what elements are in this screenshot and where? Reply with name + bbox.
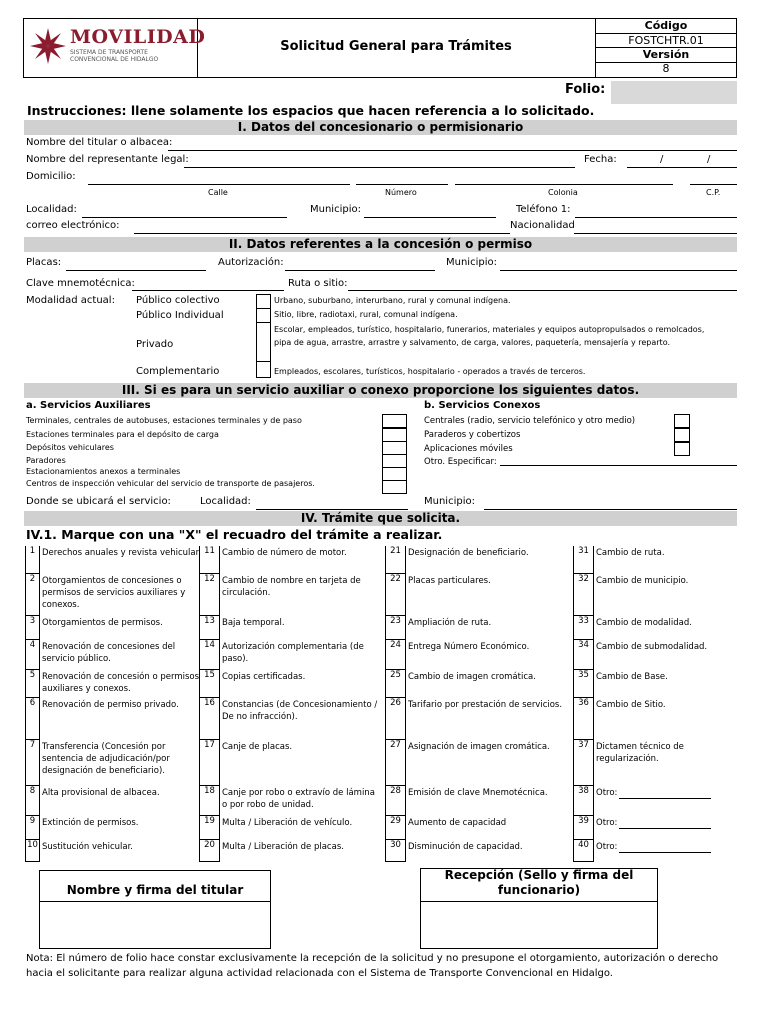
aux-checkbox[interactable] [382, 480, 407, 494]
localidad-field[interactable] [82, 217, 287, 218]
movilidad-star-icon [30, 28, 66, 64]
conexo-item: Aplicaciones móviles [424, 444, 513, 454]
codigo-label: Código [644, 19, 688, 32]
conexos-title: b. Servicios Conexos [424, 400, 541, 411]
modalidad-complementario-label: Complementario [136, 366, 220, 377]
tramite-label: Cambio de ruta. [596, 548, 665, 558]
tramite-label: Otro: [596, 788, 618, 798]
placas-label: Placas: [26, 257, 62, 268]
tramite-label: Otro: [596, 818, 618, 828]
tramite-number: 33 [578, 616, 589, 626]
telefono-label: Teléfono 1: [516, 204, 571, 215]
titular-signature-label: Nombre y firma del titular [66, 883, 244, 897]
calle-field[interactable] [88, 184, 350, 185]
conexo-checkbox[interactable] [674, 442, 690, 456]
tramite-number: 23 [390, 616, 401, 626]
conexo-item: Otro. Especificar: [424, 457, 497, 467]
tramite-label: Cambio de municipio. [596, 576, 689, 586]
tramite-checkbox[interactable] [199, 670, 220, 698]
tramite-otro-field[interactable] [619, 828, 711, 829]
tramite-number: 30 [390, 840, 401, 850]
correo-field[interactable] [134, 233, 510, 234]
fecha-label: Fecha: [584, 154, 617, 165]
tramite-label: Aumento de capacidad [408, 818, 507, 828]
aux-checkbox[interactable] [382, 467, 407, 481]
modalidad-individual-desc: Sitio, libre, radiotaxi, rural, comunal indígena. [274, 310, 458, 319]
clave-field[interactable] [132, 290, 284, 291]
tramite-checkbox[interactable] [199, 616, 220, 640]
fecha-field[interactable] [627, 167, 737, 168]
titular-signature-box[interactable] [39, 870, 271, 949]
tramite-number: 13 [204, 616, 215, 626]
donde-label: Donde se ubicará el servicio: [26, 496, 171, 507]
aux-checkbox[interactable] [382, 414, 407, 428]
tramite-checkbox[interactable] [199, 574, 220, 616]
tramite-checkbox[interactable] [573, 740, 594, 786]
tramite-number: 6 [29, 698, 36, 708]
section2-title: II. Datos referentes a la concesión o permiso [24, 237, 737, 252]
tramite-label: Ampliación de ruta. [408, 618, 492, 628]
conexo-item: Centrales (radio, servicio telefónico y otro medio) [424, 416, 636, 426]
tramite-number: 4 [29, 640, 36, 650]
tramite-checkbox[interactable] [385, 740, 406, 786]
tramite-checkbox[interactable] [385, 816, 406, 840]
modalidad-label: Modalidad actual: [26, 295, 115, 306]
tramite-label: Placas particulares. [408, 576, 491, 586]
colonia-caption: Colonia [548, 188, 578, 197]
tramite-checkbox[interactable] [573, 816, 594, 840]
version-value: 8 [662, 62, 670, 75]
ruta-label: Ruta o sitio: [288, 278, 348, 289]
tramite-label: Tarifario por prestación de servicios. [408, 700, 563, 710]
folio-field[interactable] [611, 81, 737, 104]
tramite-number: 36 [578, 698, 589, 708]
tramite-label: Renovación de concesión o permisos auxiliares y conexos. [42, 672, 200, 694]
tramite-checkbox[interactable] [573, 640, 594, 670]
document-title: Solicitud General para Trámites [280, 39, 512, 54]
tramite-number: 18 [204, 786, 215, 796]
tramite-label: Canje por robo o extravío de lámina o por robo de unidad. [222, 788, 375, 810]
modalidad-privado-desc-1: Escolar, empleados, turístico, hospitalario, funerarios, materiales y equipos autopropulsados o remolcados, [274, 325, 705, 334]
tramite-label: Designación de beneficiario. [408, 548, 529, 558]
fecha-slash-2: / [707, 154, 711, 165]
tramite-checkbox[interactable] [573, 786, 594, 816]
tramite-checkbox[interactable] [25, 740, 40, 786]
section3-title: III. Si es para un servicio auxiliar o conexo proporcione los siguientes datos. [24, 383, 737, 398]
placas-field[interactable] [66, 270, 206, 271]
tramite-label: Renovación de permiso privado. [42, 700, 179, 710]
tramite-number: 34 [578, 640, 589, 650]
tramite-label: Alta provisional de albacea. [42, 788, 160, 798]
tramite-number: 11 [204, 546, 215, 556]
tramite-label: Multa / Liberación de placas. [222, 842, 344, 852]
tramite-label: Autorización complementaria (de paso). [222, 642, 364, 664]
tramite-label: Disminución de capacidad. [408, 842, 523, 852]
concesion-municipio-field[interactable] [500, 270, 737, 271]
tramite-number: 28 [390, 786, 401, 796]
tramite-number: 25 [390, 670, 401, 680]
tramite-label: Cambio de modalidad. [596, 618, 692, 628]
section4-title: IV. Trámite que solicita. [24, 511, 737, 526]
tramite-number: 32 [578, 574, 589, 584]
tramite-label: Cambio de imagen cromática. [408, 672, 536, 682]
aux-checkbox[interactable] [382, 428, 407, 442]
titular-field[interactable] [168, 150, 737, 151]
tramite-number: 20 [204, 840, 215, 850]
tramite-checkbox[interactable] [385, 840, 406, 862]
colonia-field[interactable] [455, 184, 673, 185]
tramite-checkbox[interactable] [25, 840, 40, 862]
tramite-label: Cambio de Sitio. [596, 700, 666, 710]
tramite-number: 40 [578, 840, 589, 850]
tramite-number: 15 [204, 670, 215, 680]
tramite-number: 16 [204, 698, 215, 708]
tramite-label: Cambio de submodalidad. [596, 642, 708, 652]
tramite-label: Otro: [596, 842, 618, 852]
recepcion-divider [420, 901, 658, 902]
tramite-checkbox[interactable] [385, 616, 406, 640]
tramite-label: Cambio de Base. [596, 672, 668, 682]
tramite-number: 21 [390, 546, 401, 556]
tramite-number: 3 [29, 616, 36, 626]
version-label: Versión [642, 48, 690, 61]
tramite-number: 27 [390, 740, 401, 750]
tramite-label: Emisión de clave Mnemotécnica. [408, 788, 548, 798]
tramite-checkbox[interactable] [25, 574, 40, 616]
aux-title: a. Servicios Auxiliares [26, 400, 151, 411]
tramite-checkbox[interactable] [385, 786, 406, 816]
tramite-checkbox[interactable] [573, 840, 594, 862]
modalidad-privado-desc-2: pipa de agua, arrastre, arrastre y salvamento, de carga, valores, paquetería, mensajería y reparto. [274, 338, 670, 347]
logo-subtitle-1: SISTEMA DE TRANSPORTE [70, 49, 148, 56]
tramite-checkbox[interactable] [199, 816, 220, 840]
tramite-checkbox[interactable] [573, 546, 594, 574]
section1-title: I. Datos del concesionario o permisionario [24, 120, 737, 135]
tramite-checkbox[interactable] [25, 640, 40, 670]
tramite-checkbox[interactable] [573, 616, 594, 640]
tramite-number: 12 [204, 574, 215, 584]
tramite-number: 10 [27, 840, 38, 850]
tramite-label: Sustitución vehicular. [42, 842, 134, 852]
autorizacion-label: Autorización: [218, 257, 284, 268]
servicio-municipio-field[interactable] [484, 509, 737, 510]
tramite-checkbox[interactable] [199, 640, 220, 670]
aux-item: Estaciones terminales para el depósito de carga [26, 430, 219, 439]
titular-signature-divider [39, 901, 271, 902]
localidad-label: Localidad: [26, 204, 77, 215]
cp-caption: C.P. [706, 188, 721, 197]
fecha-slash-1: / [660, 154, 664, 165]
tramite-number: 35 [578, 670, 589, 680]
tramite-label: Constancias (de Concesionamiento / De no infracción). [222, 700, 378, 722]
tramite-checkbox[interactable] [573, 574, 594, 616]
municipio-label: Municipio: [310, 204, 361, 215]
modalidad-individual-checkbox[interactable] [256, 308, 271, 323]
numero-field[interactable] [356, 184, 448, 185]
tramite-checkbox[interactable] [573, 698, 594, 740]
tramite-number: 37 [578, 740, 589, 750]
representante-label: Nombre del representante legal: [26, 154, 189, 165]
tramite-label: Entrega Número Económico. [408, 642, 530, 652]
tramite-number: 22 [390, 574, 401, 584]
folio-label: Folio: [565, 82, 606, 97]
modalidad-colectivo-desc: Urbano, suburbano, interurbano, rural y comunal indígena. [274, 296, 511, 305]
conexo-item: Paraderos y cobertizos [424, 430, 521, 440]
logo-subtitle-2: CONVENCIONAL DE HIDALGO [70, 56, 159, 63]
footer-note: Nota: El número de folio hace constar exclusivamente la recepción de la solicitud y no presupone el otorgamiento, autorización o derecho hacia el solicitante para realizar alguna actividad relacionada con el Sistema de Transporte Convencional en Hidalgo. [26, 953, 719, 979]
tramite-checkbox[interactable] [385, 698, 406, 740]
tramite-number: 38 [578, 786, 589, 796]
numero-caption: Número [385, 188, 417, 197]
tramite-label: Otorgamientos de concesiones o permisos de servicios auxiliares y conexos. [42, 576, 186, 610]
tramite-checkbox[interactable] [25, 816, 40, 840]
recepcion-label: Recepción (Sello y firma del funcionario) [444, 868, 634, 897]
tramite-label: Extinción de permisos. [42, 818, 139, 828]
tramite-otro-field[interactable] [619, 798, 711, 799]
nacionalidad-field[interactable] [574, 233, 737, 234]
tramite-checkbox[interactable] [573, 670, 594, 698]
tramite-checkbox[interactable] [199, 698, 220, 740]
instructions: Instrucciones: llene solamente los espacios que hacen referencia a lo solicitado. [27, 103, 595, 118]
logo-title: MOVILIDAD [70, 26, 206, 48]
tramite-label: Baja temporal. [222, 618, 285, 628]
representante-field[interactable] [184, 167, 575, 168]
ruta-field[interactable] [348, 290, 737, 291]
aux-item: Estacionamientos anexos a terminales [26, 467, 181, 476]
tramite-number: 14 [204, 640, 215, 650]
codigo-value: FOSTCHTR.01 [628, 34, 704, 47]
tramite-label: Transferencia (Concesión por sentencia de adjudicación/por designación de beneficiario). [42, 742, 170, 776]
correo-label: correo electrónico: [26, 220, 120, 231]
tramite-checkbox[interactable] [385, 640, 406, 670]
municipio-field[interactable] [364, 217, 496, 218]
tramite-number: 39 [578, 816, 589, 826]
modalidad-privado-checkbox[interactable] [256, 322, 271, 362]
tramite-number: 26 [390, 698, 401, 708]
autorizacion-field[interactable] [285, 270, 435, 271]
aux-item: Depósitos vehiculares [26, 443, 114, 452]
modalidad-colectivo-checkbox[interactable] [256, 294, 271, 309]
tramite-number: 19 [204, 816, 215, 826]
section4-subtitle: IV.1. Marque con una "X" el recuadro del trámite a realizar. [26, 527, 443, 542]
aux-item: Terminales, centrales de autobuses, estaciones terminales y de paso [26, 416, 302, 425]
cp-field[interactable] [690, 184, 737, 185]
tramite-number: 9 [29, 816, 36, 826]
tramite-checkbox[interactable] [385, 574, 406, 616]
tramite-label: Renovación de concesiones del servicio público. [42, 642, 176, 664]
tramite-number: 1 [29, 546, 36, 556]
clave-label: Clave mnemotécnica: [26, 278, 135, 289]
servicio-localidad-label: Localidad: [200, 496, 251, 507]
aux-item: Centros de inspección vehicular del servicio de transporte de pasajeros. [26, 479, 315, 488]
nacionalidad-label: Nacionalidad [510, 220, 575, 231]
calle-caption: Calle [208, 188, 228, 197]
tramite-number: 17 [204, 740, 215, 750]
otro-especificar-field[interactable] [500, 465, 737, 466]
modalidad-privado-label: Privado [136, 339, 174, 350]
conexo-checkbox[interactable] [674, 428, 690, 442]
tramite-checkbox[interactable] [25, 786, 40, 816]
tramite-checkbox[interactable] [385, 670, 406, 698]
conexo-checkbox[interactable] [674, 414, 690, 428]
tramite-label: Asignación de imagen cromática. [408, 742, 550, 752]
aux-checkbox[interactable] [382, 454, 407, 468]
tramite-checkbox[interactable] [199, 786, 220, 816]
tramite-checkbox[interactable] [25, 546, 40, 574]
concesion-municipio-label: Municipio: [446, 257, 497, 268]
titular-label: Nombre del titular o albacea: [26, 137, 173, 148]
tramite-number: 8 [29, 786, 36, 796]
servicio-localidad-field[interactable] [256, 509, 408, 510]
modalidad-complementario-desc: Empleados, escolares, turísticos, hospitalario - operados a través de terceros. [274, 367, 586, 376]
tramite-checkbox[interactable] [25, 616, 40, 640]
telefono-field[interactable] [575, 217, 737, 218]
tramite-checkbox[interactable] [385, 546, 406, 574]
tramite-number: 5 [29, 670, 36, 680]
tramite-checkbox[interactable] [25, 670, 40, 698]
tramite-number: 7 [29, 740, 36, 750]
servicio-municipio-label: Municipio: [424, 496, 475, 507]
aux-checkbox[interactable] [382, 441, 407, 455]
tramite-checkbox[interactable] [199, 740, 220, 786]
aux-item: Paradores [26, 456, 66, 465]
tramite-checkbox[interactable] [25, 698, 40, 740]
tramite-number: 29 [390, 816, 401, 826]
tramite-label: Otorgamientos de permisos. [42, 618, 163, 628]
tramite-number: 2 [29, 574, 36, 584]
modalidad-colectivo-label: Público colectivo [136, 295, 220, 306]
tramite-number: 31 [578, 546, 589, 556]
tramite-label: Copias certificadas. [222, 672, 306, 682]
tramite-label: Cambio de número de motor. [222, 548, 347, 558]
domicilio-label: Domicilio: [26, 171, 76, 182]
tramite-label: Dictamen técnico de regularización. [596, 742, 684, 764]
tramite-label: Multa / Liberación de vehículo. [222, 818, 353, 828]
logo [30, 26, 206, 68]
tramite-label: Canje de placas. [222, 742, 293, 752]
tramite-checkbox[interactable] [199, 840, 220, 862]
tramite-checkbox[interactable] [199, 546, 220, 574]
tramite-label: Cambio de nombre en tarjeta de circulación. [222, 576, 361, 598]
tramite-label: Derechos anuales y revista vehicular. [42, 548, 202, 558]
modalidad-complementario-checkbox[interactable] [256, 361, 271, 378]
modalidad-individual-label: Público Individual [136, 310, 224, 321]
tramite-number: 24 [390, 640, 401, 650]
tramite-otro-field[interactable] [619, 852, 711, 853]
